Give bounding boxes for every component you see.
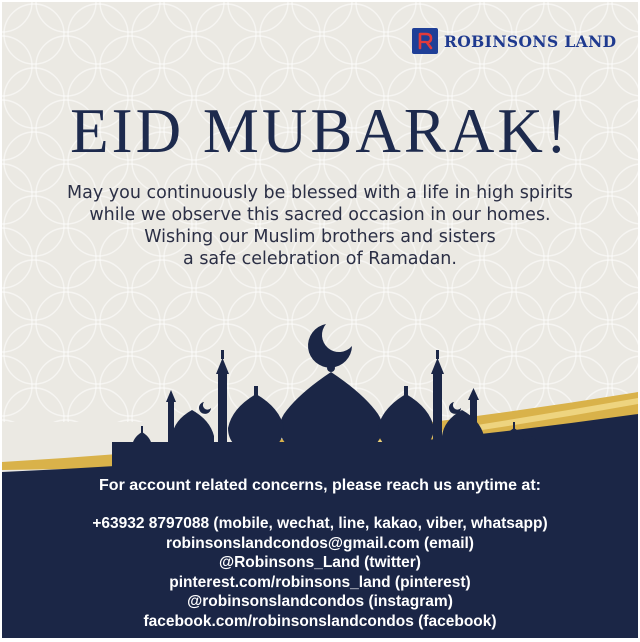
contact-email: robinsonslandcondos@gmail.com (email) [166, 534, 474, 552]
message-line: a safe celebration of Ramadan. [183, 249, 457, 269]
message-line: Wishing our Muslim brothers and sisters [144, 227, 496, 247]
contact-heading: For account related concerns, please reach us anytime at: [99, 477, 541, 494]
robinsons-r-logo-icon [412, 28, 438, 54]
contact-phone: +63932 8797088 (mobile, wechat, line, kakao, viber, whatsapp) [92, 515, 548, 532]
greeting-message [2, 182, 638, 270]
contact-instagram: @robinsonslandcondos (instagram) [187, 593, 453, 610]
eid-greeting-poster [2, 2, 638, 638]
robinsons-land-logo [412, 26, 620, 56]
contact-pinterest: pinterest.com/robinsons_land (pinterest) [169, 573, 471, 591]
message-line: while we observe this sacred occasion in our homes. [89, 205, 551, 225]
message-line: May you continuously be blessed with a life in high spirits [67, 183, 573, 203]
mosque-icon [112, 324, 552, 472]
contact-list [2, 514, 638, 631]
page-title: EID MUBARAK! [70, 96, 570, 166]
contact-twitter: @Robinsons_Land (twitter) [219, 554, 421, 571]
brand-name: ROBINSONS LAND [444, 31, 617, 51]
contact-section [2, 476, 638, 631]
contact-facebook: facebook.com/robinsonslandcondos (facebook) [143, 612, 497, 630]
